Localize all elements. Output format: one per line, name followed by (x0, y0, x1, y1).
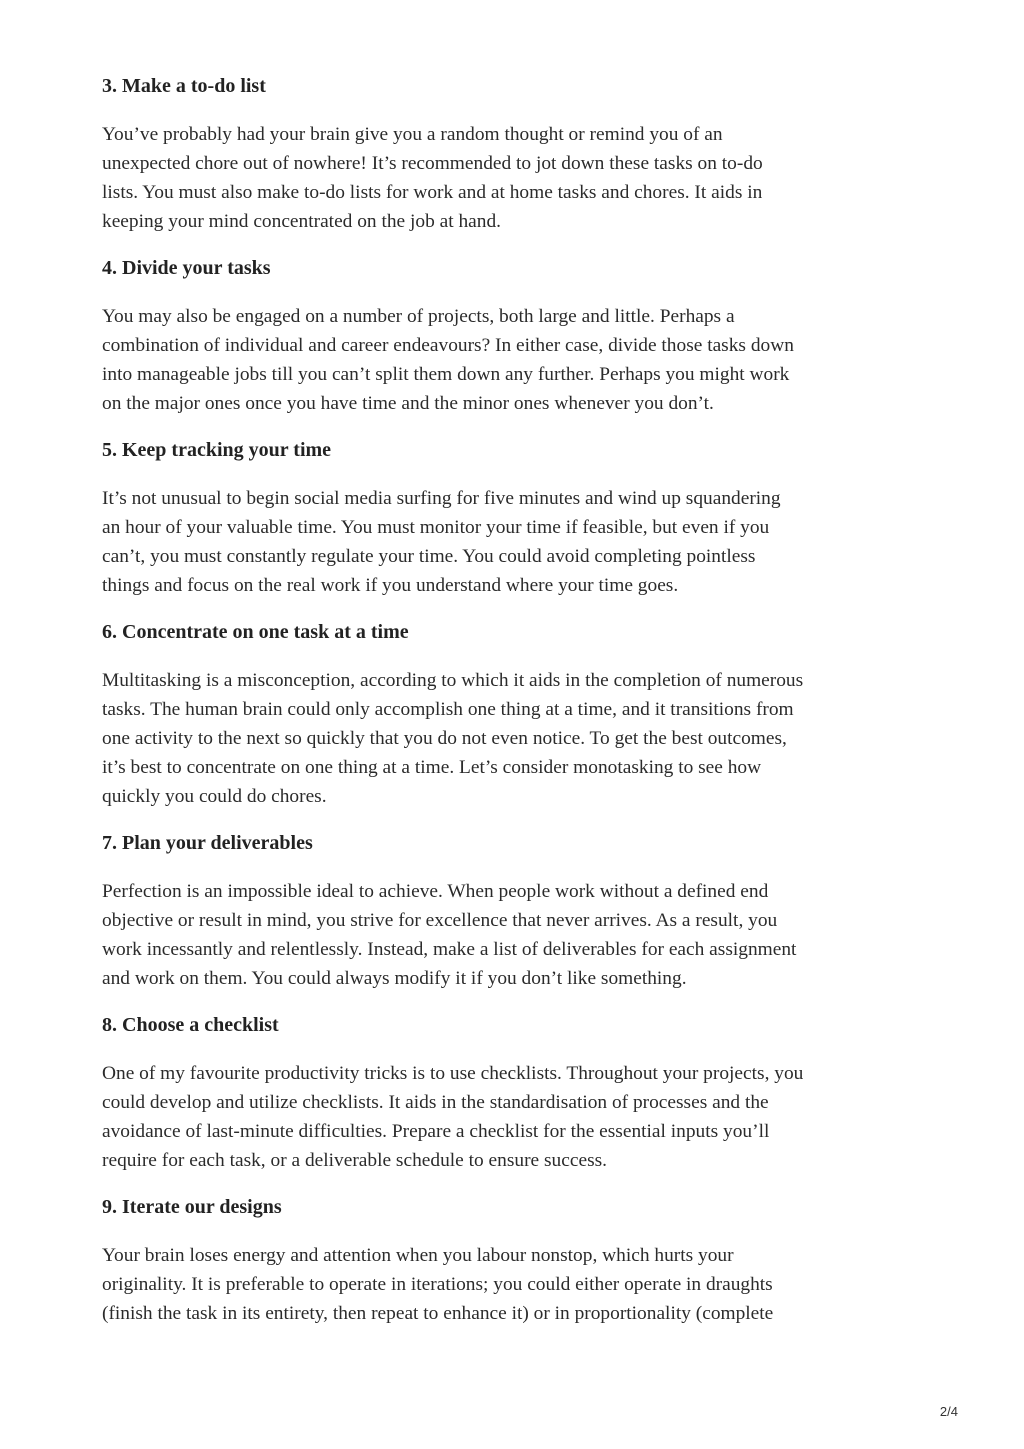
page-number: 2/4 (939, 1404, 958, 1419)
paragraph-line: can’t, you must constantly regulate your time. You could avoid completing pointless (102, 546, 756, 567)
paragraph-line: (finish the task in its entirety, then repeat to enhance it) or in proportionality (complete (102, 1303, 774, 1324)
section-heading: 5. Keep tracking your time (102, 439, 332, 461)
paragraph-line: unexpected chore out of nowhere! It’s recommended to jot down these tasks on to-do (102, 153, 763, 174)
paragraph-line: things and focus on the real work if you understand where your time goes. (102, 575, 679, 596)
section-make-todo-list (102, 71, 926, 236)
section-deliverables (102, 828, 926, 993)
section-heading: 9. Iterate our designs (102, 1196, 282, 1218)
paragraph-line: Multitasking is a misconception, according to which it aids in the completion of numerous (102, 670, 804, 691)
section-paragraph (102, 666, 926, 811)
paragraph-line: avoidance of last-minute difficulties. Prepare a checklist for the essential inputs you’ll (102, 1121, 770, 1142)
paragraph-line: quickly you could do chores. (102, 786, 327, 807)
paragraph-line: it’s best to concentrate on one thing at a time. Let’s consider monotasking to see how (102, 757, 762, 778)
section-heading: 8. Choose a checklist (102, 1014, 279, 1036)
section-paragraph (102, 120, 926, 236)
paragraph-line: keeping your mind concentrated on the job at hand. (102, 211, 502, 232)
paragraph-line: require for each task, or a deliverable schedule to ensure success. (102, 1150, 608, 1171)
section-track-time (102, 435, 926, 600)
paragraph-line: combination of individual and career endeavours? In either case, divide those tasks down (102, 335, 794, 356)
paragraph-line: lists. You must also make to-do lists for work and at home tasks and chores. It aids in (102, 182, 763, 203)
paragraph-line: You’ve probably had your brain give you a random thought or remind you of an (102, 124, 723, 145)
paragraph-line: tasks. The human brain could only accomplish one thing at a time, and it transitions from (102, 699, 794, 720)
paragraph-line: and work on them. You could always modify it if you don’t like something. (102, 968, 687, 989)
paragraph-line: an hour of your valuable time. You must monitor your time if feasible, but even if you (102, 517, 770, 538)
section-heading: 6. Concentrate on one task at a time (102, 621, 409, 643)
paragraph-line: on the major ones once you have time and the minor ones whenever you don’t. (102, 393, 714, 414)
section-paragraph (102, 877, 926, 993)
section-paragraph (102, 484, 926, 600)
section-heading: 7. Plan your deliverables (102, 832, 313, 854)
paragraph-line: originality. It is preferable to operate in iterations; you could either operate in draughts (102, 1274, 773, 1295)
section-iterate (102, 1192, 926, 1328)
paragraph-line: work incessantly and relentlessly. Instead, make a list of deliverables for each assignment (102, 939, 797, 960)
section-heading: 4. Divide your tasks (102, 257, 271, 279)
paragraph-line: One of my favourite productivity tricks is to use checklists. Throughout your projects, you (102, 1063, 804, 1084)
document-page (102, 71, 926, 1345)
paragraph-line: Perfection is an impossible ideal to achieve. When people work without a defined end (102, 881, 769, 902)
paragraph-line: Your brain loses energy and attention when you labour nonstop, which hurts your (102, 1245, 734, 1266)
section-paragraph (102, 302, 926, 418)
section-heading: 3. Make a to-do list (102, 75, 266, 97)
paragraph-line: You may also be engaged on a number of projects, both large and little. Perhaps a (102, 306, 735, 327)
paragraph-line: one activity to the next so quickly that you do not even notice. To get the best outcomes, (102, 728, 787, 749)
paragraph-line: It’s not unusual to begin social media surfing for five minutes and wind up squandering (102, 488, 781, 509)
paragraph-line: into manageable jobs till you can’t split them down any further. Perhaps you might work (102, 364, 790, 385)
section-divide-tasks (102, 253, 926, 418)
section-one-task (102, 617, 926, 811)
section-checklist (102, 1010, 926, 1175)
section-paragraph (102, 1059, 926, 1175)
paragraph-line: objective or result in mind, you strive for excellence that never arrives. As a result, you (102, 910, 778, 931)
paragraph-line: could develop and utilize checklists. It aids in the standardisation of processes and the (102, 1092, 769, 1113)
section-paragraph (102, 1241, 926, 1328)
